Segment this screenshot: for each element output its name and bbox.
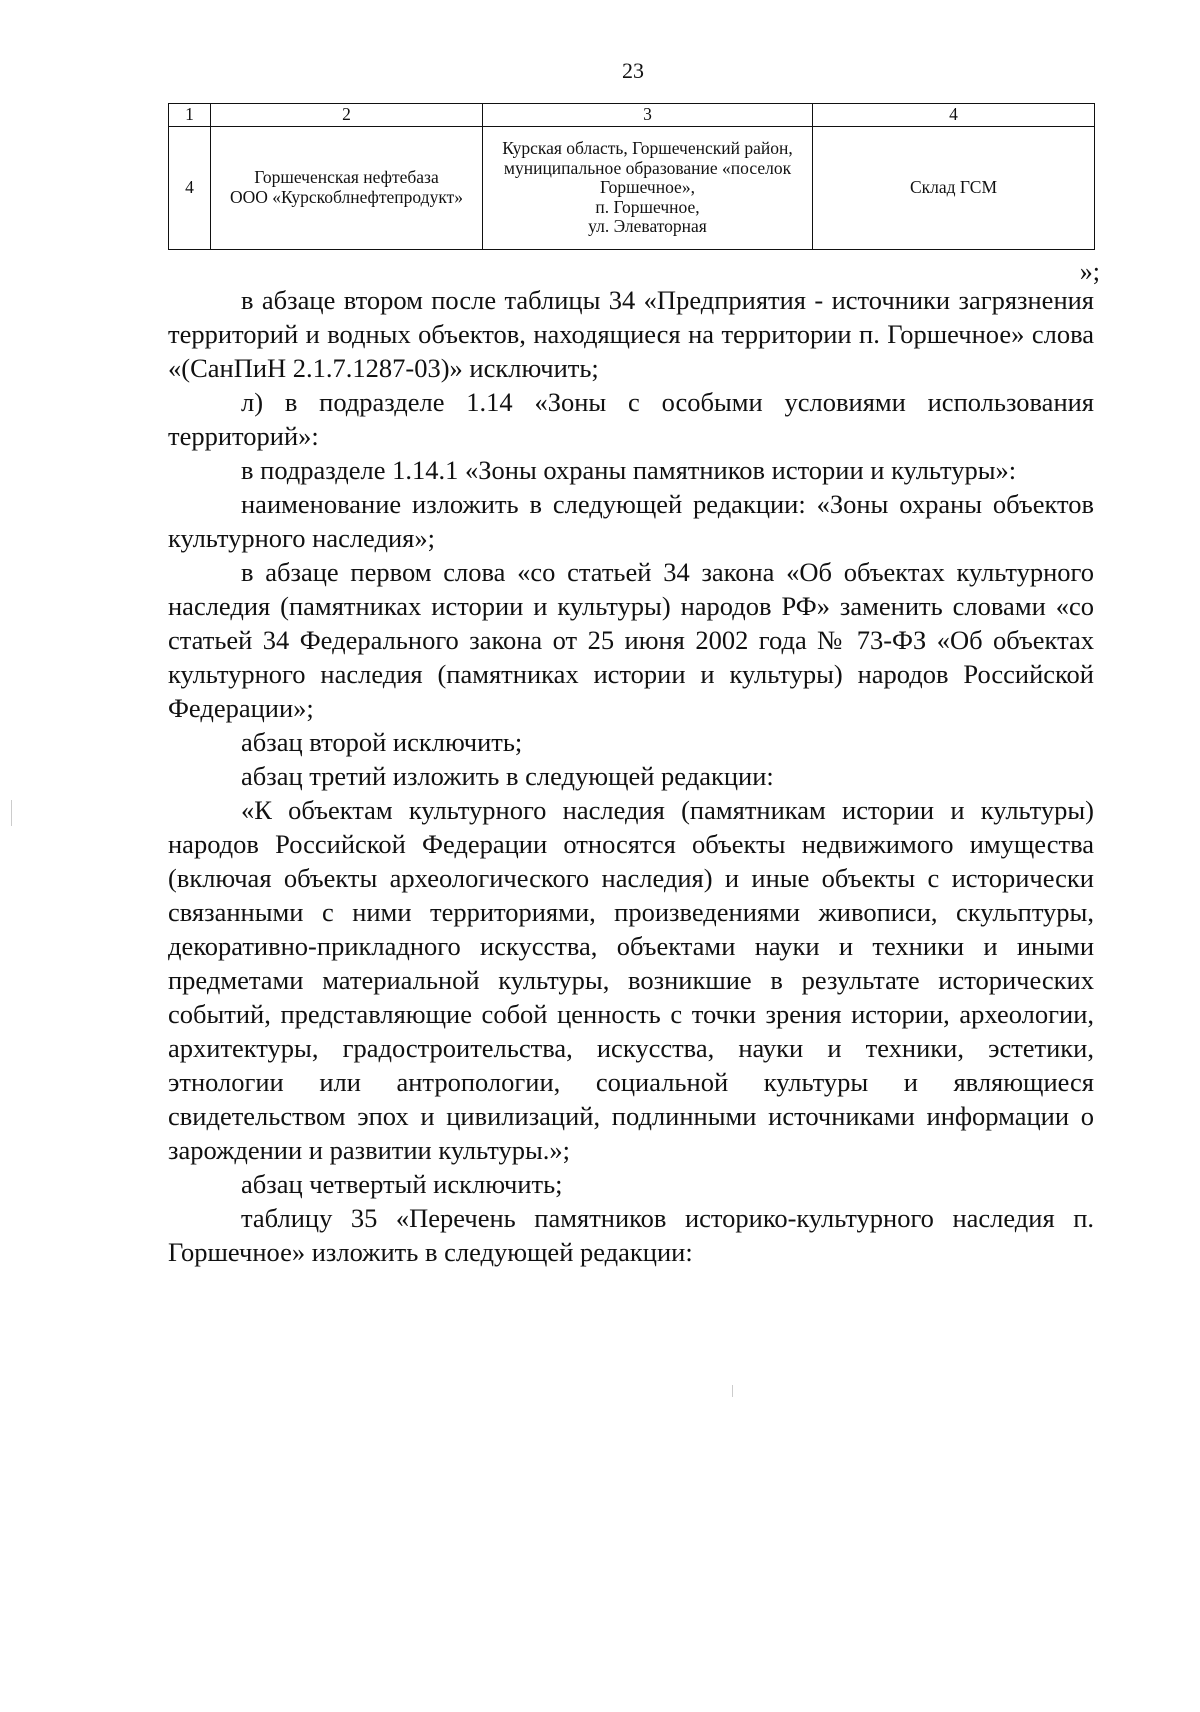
row-number-cell: 4 [169, 127, 211, 250]
paragraph: в абзаце первом слова «со статьей 34 закона «Об объектах культурного наследия (памятниках истории и культуры) народов РФ» заменить словами «со статьей 34 Федерального закона от 25 июня 2002 года № 73-ФЗ «Об объектах культурного наследия (памятниках истории и культуры) народов Российской Федерации»; [168, 557, 1094, 723]
address-line: Курская область, Горшеченский район, [502, 138, 793, 159]
purpose-cell: Склад ГСМ [813, 127, 1095, 250]
address-line: п. Горшечное, [595, 196, 700, 217]
enterprises-table [168, 103, 1095, 250]
address-cell [483, 127, 813, 250]
scan-artifact-line [732, 1385, 733, 1397]
table-header-cell: 4 [813, 104, 1095, 127]
paragraph: л) в подразделе 1.14 «Зоны с особыми условиями использования территорий»: [168, 387, 1094, 451]
paragraph: наименование изложить в следующей редакции: «Зоны охраны объектов культурного наследия»; [168, 489, 1094, 553]
body-text [168, 283, 1094, 1269]
paragraph: абзац третий изложить в следующей редакции: [241, 761, 774, 791]
paragraph: таблицу 35 «Перечень памятников историко-культурного наследия п. Горшечное» изложить в следующей редакции: [168, 1203, 1094, 1267]
address-line: муниципальное образование «поселок [503, 157, 792, 178]
address-line: ул. Элеваторная [588, 216, 707, 237]
enterprise-name-line: Горшеченская нефтебаза [254, 167, 439, 188]
paragraph: в подразделе 1.14.1 «Зоны охраны памятников истории и культуры»: [241, 455, 1017, 485]
page-number: 23 [622, 58, 644, 83]
enterprise-name-cell [211, 127, 483, 250]
paragraph: абзац четвертый исключить; [241, 1169, 563, 1199]
scan-artifact-line [11, 800, 12, 826]
closing-quote: »; [1079, 257, 1100, 286]
paragraph: абзац второй исключить; [241, 727, 523, 757]
table-header-cell: 1 [169, 104, 211, 127]
table-header-cell: 2 [211, 104, 483, 127]
table-row [169, 127, 1095, 250]
address-line: Горшечное», [600, 177, 695, 198]
table-header-row [169, 104, 1095, 127]
enterprise-name-line: ООО «Курскоблнефтепродукт» [229, 187, 463, 207]
paragraph: в абзаце втором после таблицы 34 «Предприятия - источники загрязнения территорий и водных объектов, находящиеся на территории п. Горшечное» слова «(СанПиН 2.1.7.1287-03)» исключить; [168, 285, 1094, 383]
paragraph: «К объектам культурного наследия (памятникам истории и культуры) народов Российской Федерации относятся объекты недвижимого имущества (включая объекты археологического наследия) и иные объекты с исторически связанными с ними территориями, произведениями живописи, скульптуры, декоративно-прикладного искусства, объектами науки и техники и иными предметами материальной культуры, возникшие в результате исторических событий, представляющие собой ценность с точки зрения истории, археологии, архитектуры, градостроительства, искусства, науки и техники, эстетики, этнологии или антропологии, социальной культуры и являющиеся свидетельством эпох и цивилизаций, подлинными источниками информации о зарождении и развитии культуры.»; [168, 795, 1094, 1165]
table-header-cell: 3 [483, 104, 813, 127]
